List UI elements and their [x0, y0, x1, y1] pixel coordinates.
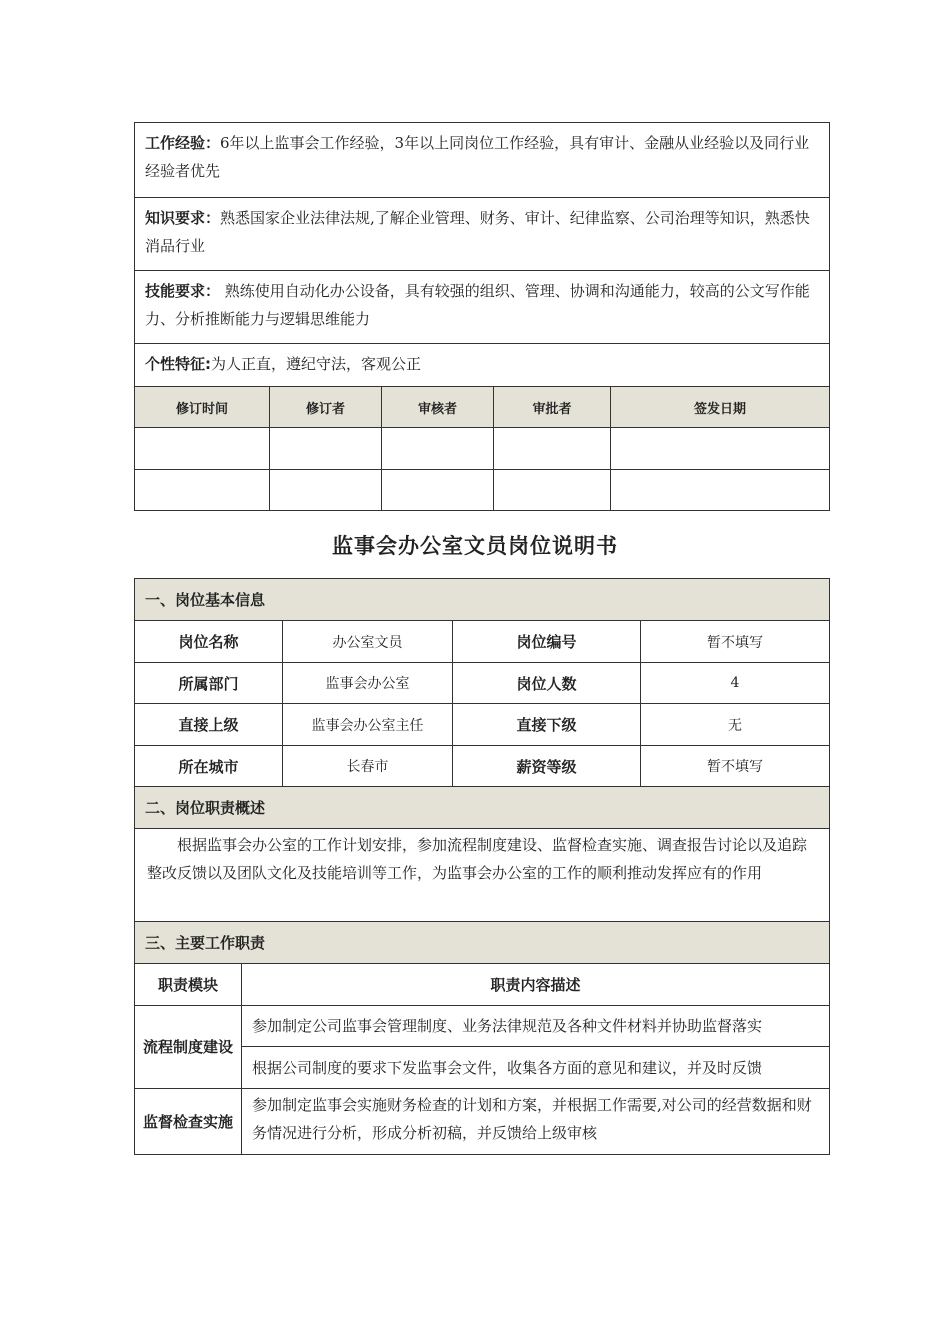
- requirement-text: 6年以上监事会工作经验，3年以上同岗位工作经验，具有审计、金融从业经验以及同行业经验者优先: [145, 134, 810, 180]
- info-label: 所在城市: [135, 746, 283, 787]
- revision-cell: [270, 470, 382, 511]
- info-value: 无: [641, 704, 829, 746]
- info-label: 直接上级: [135, 704, 283, 746]
- requirement-knowledge: [135, 198, 829, 271]
- info-value: 监事会办公室主任: [283, 704, 453, 746]
- section-main-duties-header: 三、主要工作职责: [135, 922, 829, 964]
- requirements-table: [134, 122, 830, 511]
- revision-header-reviser: 修订者: [270, 387, 382, 428]
- info-value: 办公室文员: [283, 621, 453, 663]
- revision-header-approver: 审批者: [494, 387, 611, 428]
- requirement-work-experience: [135, 123, 829, 198]
- section-basic-info-header: 一、岗位基本信息: [135, 579, 829, 621]
- main-duties-grid: [135, 964, 829, 1154]
- document-title: 监事会办公室文员岗位说明书: [332, 534, 618, 558]
- info-label: 岗位人数: [453, 663, 641, 704]
- revision-table: [135, 387, 829, 511]
- duty-module-name: 流程制度建设: [135, 1006, 242, 1089]
- revision-cell: [135, 428, 270, 470]
- info-label: 薪资等级: [453, 746, 641, 787]
- info-value: 暂不填写: [641, 746, 829, 787]
- info-label: 岗位编号: [453, 621, 641, 663]
- requirement-text: 熟练使用自动化办公设备，具有较强的组织、管理、协调和沟通能力，较高的公文写作能力、分析推断能力与逻辑思维能力: [145, 282, 810, 328]
- job-description-table: [134, 578, 830, 1155]
- duty-module-name: 监督检查实施: [135, 1089, 242, 1154]
- info-label: 岗位名称: [135, 621, 283, 663]
- revision-header-time: 修订时间: [135, 387, 270, 428]
- requirement-label: 技能要求：: [145, 282, 221, 300]
- duty-item: 参加制定公司监事会管理制度、业务法律规范及各种文件材料并协助监督落实: [242, 1006, 829, 1047]
- requirement-personality: [135, 344, 829, 387]
- duty-item: 参加制定监事会实施财务检查的计划和方案，并根据工作需要,对公司的经营数据和财务情况进行分析，形成分析初稿，并反馈给上级审核: [252, 1096, 812, 1142]
- basic-info-grid: [135, 621, 829, 787]
- duty-module-column-header: 职责模块: [135, 964, 242, 1006]
- revision-cell: [611, 428, 829, 470]
- revision-cell: [494, 470, 611, 511]
- revision-cell: [611, 470, 829, 511]
- info-label: 所属部门: [135, 663, 283, 704]
- requirement-text: 熟悉国家企业法律法规,了解企业管理、财务、审计、纪律监察、公司治理等知识，熟悉快消品行业: [145, 209, 810, 255]
- duty-description-column-header: 职责内容描述: [242, 964, 829, 1006]
- revision-header-reviewer: 审核者: [382, 387, 494, 428]
- section-duties-overview-header: 二、岗位职责概述: [135, 787, 829, 829]
- info-value: 4: [641, 663, 829, 704]
- requirement-label: 知识要求：: [145, 209, 221, 227]
- revision-cell: [270, 428, 382, 470]
- requirement-label: 工作经验：: [145, 134, 221, 152]
- info-value: 暂不填写: [641, 621, 829, 663]
- revision-cell: [135, 470, 270, 511]
- info-value: 监事会办公室: [283, 663, 453, 704]
- revision-cell: [382, 470, 494, 511]
- revision-header-issue-date: 签发日期: [611, 387, 829, 428]
- revision-cell: [494, 428, 611, 470]
- revision-cell: [382, 428, 494, 470]
- info-label: 直接下级: [453, 704, 641, 746]
- info-value: 长春市: [283, 746, 453, 787]
- requirement-skills: [135, 271, 829, 344]
- duty-item: 根据公司制度的要求下发监事会文件，收集各方面的意见和建议，并及时反馈: [242, 1047, 829, 1089]
- requirement-label: 个性特征:: [145, 355, 211, 373]
- duties-overview-text: 根据监事会办公室的工作计划安排，参加流程制度建设、监督检查实施、调查报告讨论以及追踪整改反馈以及团队文化及技能培训等工作，为监事会办公室的工作的顺利推动发挥应有的作用: [135, 829, 829, 922]
- requirement-text: 为人正直，遵纪守法，客观公正: [211, 355, 422, 373]
